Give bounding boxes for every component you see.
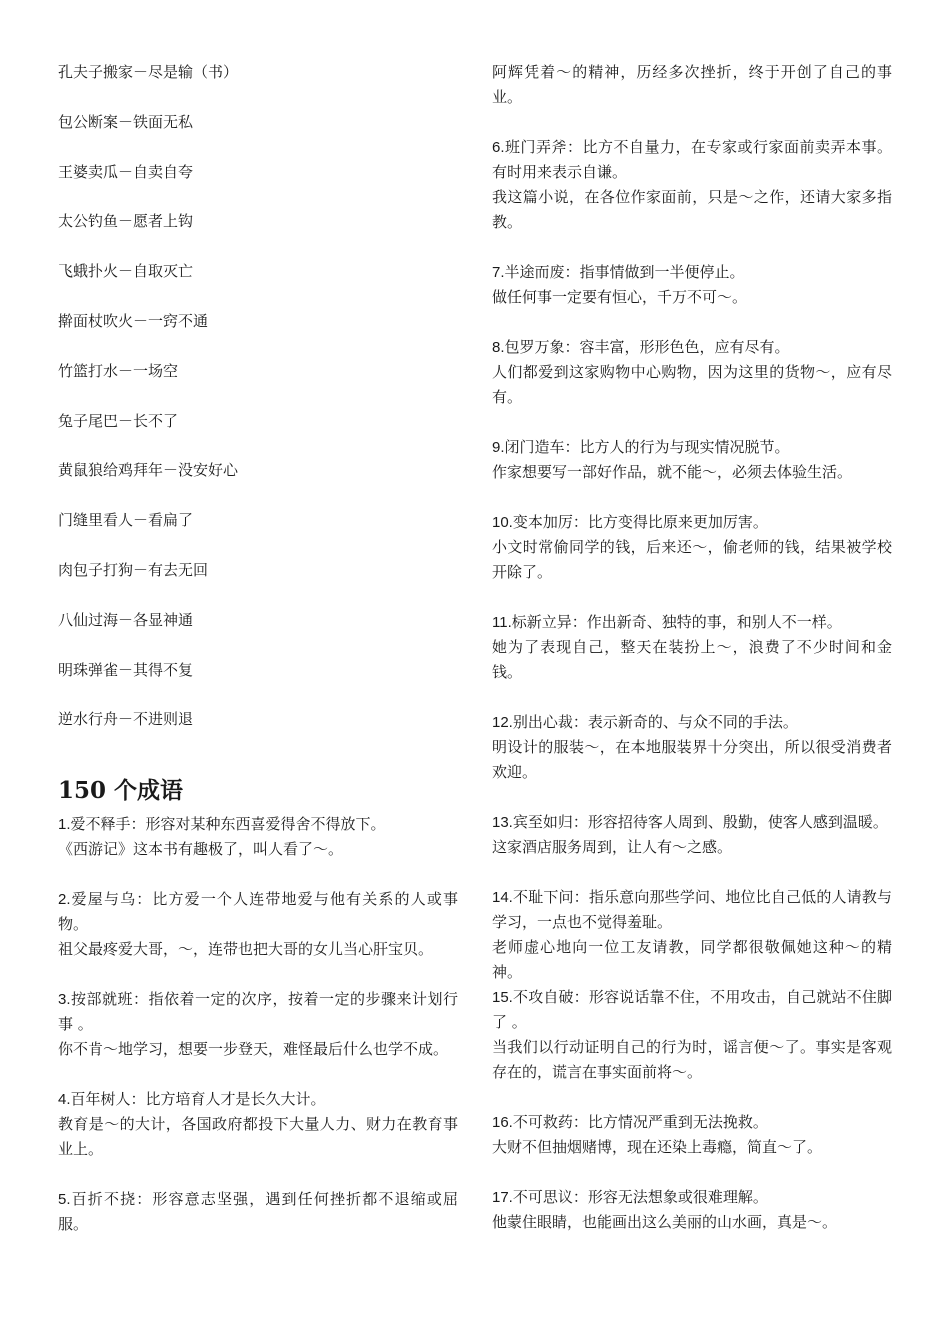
list-item: 包公断案－铁面无私 — [58, 112, 194, 131]
xiehouyu-list — [58, 60, 458, 732]
idiom-number: 12. — [492, 714, 513, 731]
definition-text: 按部就班：指依着一定的次序，按着一定的步骤来计划行事 。 — [58, 990, 458, 1034]
definition-text: 宾至如归：形容招待客人周到、殷勤，使客人感到温暖。 — [512, 813, 888, 831]
idiom-number: 6. — [492, 139, 505, 156]
idiom-entry — [58, 887, 458, 962]
idiom-example: 小文时常偷同学的钱，后来还～，偷老师的钱，结果被学校开除了。 — [492, 538, 892, 581]
idiom-example: 老师虚心地向一位工友请教，同学都很敬佩她这种～的精神。 — [492, 938, 892, 981]
idiom-number: 13. — [492, 814, 513, 831]
list-item: 太公钓鱼－愿者上钩 — [58, 212, 194, 231]
idiom-entry — [492, 710, 892, 785]
definition-text: 爱屋与乌：比方爱一个人连带地爱与他有关系的人或事物。 — [58, 890, 458, 934]
idiom-definition — [492, 335, 892, 360]
list-item: 王婆卖瓜－自卖自夸 — [58, 162, 194, 181]
idiom-entry — [492, 1110, 892, 1160]
list-item: 孔夫子搬家－尽是输（书） — [58, 63, 239, 81]
idiom-entry — [492, 260, 892, 310]
idiom-definition — [492, 710, 892, 735]
idiom-definition — [492, 510, 892, 535]
definition-text: 班门弄斧：比方不自量力，在专家或行家面前卖弄本事。有时用来表示自谦。 — [492, 138, 892, 181]
idiom-number: 9. — [492, 439, 505, 456]
idiom-example: 她为了表现自己，整天在装扮上～，浪费了不少时间和金钱。 — [492, 638, 892, 681]
section-heading: 150 个成语 — [58, 777, 184, 805]
idiom-example: 这家酒店服务周到，让人有～之感。 — [492, 838, 733, 856]
definition-text: 不耻下问：指乐意向那些学问、地位比自己低的人请教与学习，一点也不觉得羞耻。 — [492, 888, 892, 931]
idiom-definition — [492, 885, 892, 935]
definition-text: 别出心裁：表示新奇的、与众不同的手法。 — [512, 713, 798, 731]
idiom-definition — [492, 810, 892, 835]
idiom-example: 做任何事一定要有恒心，千万不可～。 — [492, 288, 748, 306]
idiom-number: 16. — [492, 1114, 513, 1131]
idiom-number: 17. — [492, 1189, 513, 1206]
idiom-example: 你不肯～地学习，想要一步登天，难怪最后什么也学不成。 — [58, 1040, 449, 1059]
list-item: 八仙过海－各显神通 — [58, 610, 194, 629]
idiom-definition — [492, 135, 892, 185]
idiom-entry — [492, 610, 892, 685]
idiom-example: 教育是～的大计，各国政府都投下大量人力、财力在教育事业上。 — [58, 1115, 458, 1159]
idiom-number: 8. — [492, 339, 505, 356]
idiom-example: 人们都爱到这家购物中心购物，因为这里的货物～，应有尽有。 — [492, 363, 892, 406]
idiom-definition — [58, 887, 458, 937]
idiom-example: 阿辉凭着～的精神，历经多次挫折，终于开创了自己的事业。 — [492, 63, 892, 106]
right-column — [492, 60, 892, 1235]
definition-text: 变本加厉：比方变得比原来更加厉害。 — [512, 513, 768, 531]
list-item: 肉包子打狗－有去无回 — [58, 560, 209, 579]
idiom-definition — [492, 435, 892, 460]
idiom-number: 2. — [58, 891, 71, 909]
idiom-entry — [58, 1087, 458, 1162]
idiom-entry — [58, 812, 458, 862]
definition-text: 包罗万象：容丰富，形形色色，应有尽有。 — [504, 338, 790, 356]
idiom-number: 7. — [492, 264, 505, 281]
idiom-example: 我这篇小说，在各位作家面前，只是～之作，还请大家多指教。 — [492, 188, 892, 231]
idiom-number: 5. — [58, 1191, 71, 1209]
list-item: 擀面杖吹火－一窍不通 — [58, 311, 209, 330]
idiom-entry — [492, 510, 892, 585]
idiom-number: 11. — [492, 614, 512, 631]
definition-text: 半途而废：指事情做到一半便停止。 — [504, 263, 745, 281]
idiom-entry — [492, 885, 892, 985]
idiom-example: 作家想要写一部好作品，就不能～，必须去体验生活。 — [492, 463, 853, 481]
definition-text: 爱不释手：形容对某种东西喜爱得舍不得放下。 — [70, 815, 386, 834]
left-column — [58, 60, 458, 1237]
idiom-definition — [492, 985, 892, 1035]
idiom-definition — [492, 1110, 892, 1135]
idiom-entry — [492, 985, 892, 1085]
idiom-example: 他蒙住眼睛，也能画出这么美丽的山水画，真是～。 — [492, 1213, 838, 1231]
list-item: 黄鼠狼给鸡拜年－没安好心 — [58, 461, 239, 480]
idiom-entry — [492, 435, 892, 485]
definition-text: 闭门造车：比方人的行为与现实情况脱节。 — [504, 438, 790, 456]
definition-text: 不可救药：比方情况严重到无法挽救。 — [512, 1113, 768, 1131]
idiom-entry — [492, 135, 892, 235]
definition-text: 百折不挠：形容意志坚强，遇到任何挫折都不退缩或屈服。 — [58, 1190, 458, 1234]
idiom-entry — [492, 335, 892, 410]
list-item: 飞蛾扑火－自取灭亡 — [58, 262, 194, 281]
list-item: 逆水行舟－不进则退 — [58, 710, 194, 729]
definition-text: 不攻自破：形容说话靠不住，不用攻击，自己就站不住脚了 。 — [492, 988, 892, 1031]
idiom-number: 4. — [58, 1091, 71, 1109]
idiom-number: 14. — [492, 889, 513, 906]
idiom-entry-continued — [492, 60, 892, 110]
idiom-entry — [58, 987, 458, 1062]
idiom-definition — [58, 812, 458, 837]
definition-text: 标新立异：作出新奇、独特的事，和别人不一样。 — [511, 613, 842, 631]
idiom-number: 15. — [492, 989, 513, 1006]
idiom-example: 大财不但抽烟赌博，现在还染上毒瘾，简直～了。 — [492, 1138, 823, 1156]
idiom-definition — [58, 1187, 458, 1237]
list-item: 门缝里看人－看扁了 — [58, 511, 194, 530]
idiom-example: 《西游记》这本书有趣极了，叫人看了～。 — [58, 840, 344, 859]
list-item: 兔子尾巴－长不了 — [58, 411, 179, 430]
idiom-example: 祖父最疼爱大哥，～，连带也把大哥的女儿当心肝宝贝。 — [58, 940, 434, 959]
idiom-number: 10. — [492, 514, 513, 531]
idiom-number: 1. — [58, 816, 71, 834]
definition-text: 百年树人：比方培育人才是长久大计。 — [70, 1090, 326, 1109]
idiom-example: 当我们以行动证明自己的行为时，谣言便～了。事实是客观存在的，谎言在事实面前将～。 — [492, 1038, 892, 1081]
idiom-definition — [492, 1185, 892, 1210]
idiom-definition — [492, 260, 892, 285]
list-item: 明珠弹雀－其得不复 — [58, 660, 194, 679]
idiom-example: 明设计的服装～，在本地服装界十分突出，所以很受消费者欢迎。 — [492, 738, 892, 781]
idiom-number: 3. — [58, 991, 71, 1009]
list-item: 竹篮打水－一场空 — [58, 361, 179, 380]
idiom-entry — [58, 1187, 458, 1237]
idiom-definition — [58, 1087, 458, 1112]
idiom-entry — [492, 810, 892, 860]
definition-text: 不可思议：形容无法想象或很难理解。 — [512, 1188, 768, 1206]
idiom-entry — [492, 1185, 892, 1235]
idiom-definition — [492, 610, 892, 635]
idiom-definition — [58, 987, 458, 1037]
